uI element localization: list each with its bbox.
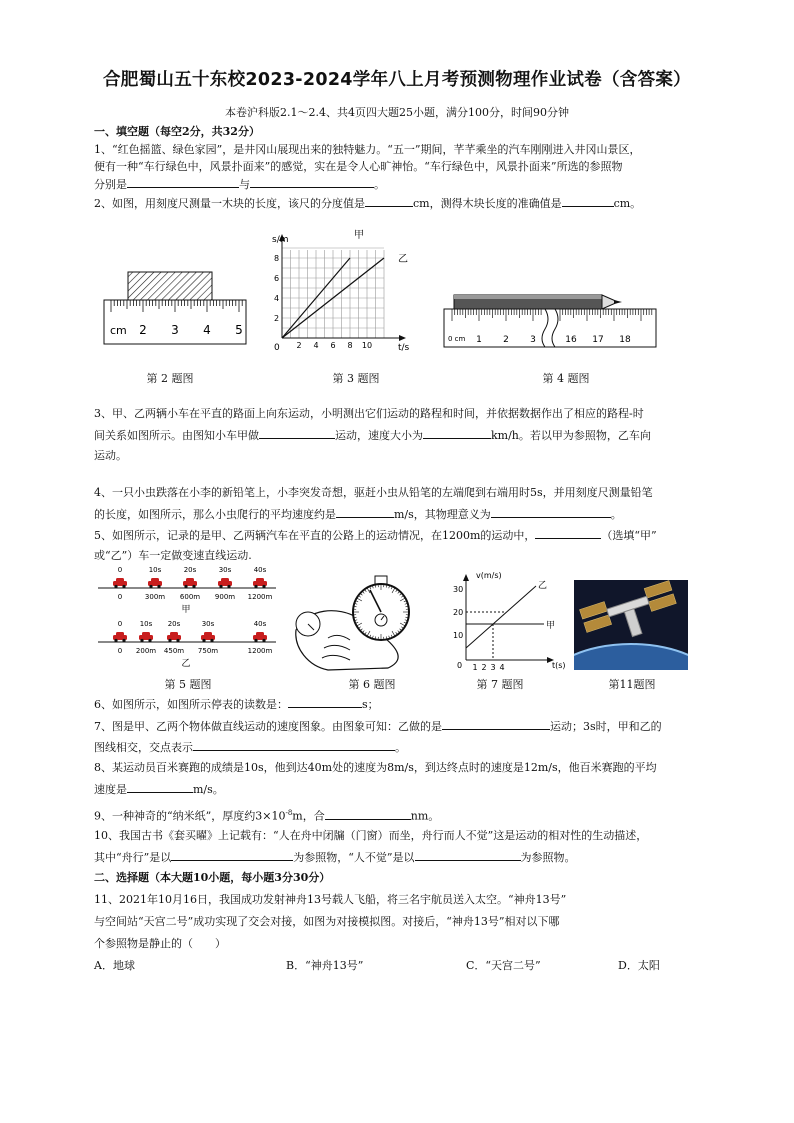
q4-text-a: 的长度，如图所示，那么小虫爬行的平均速度约是 xyxy=(94,508,336,521)
q2-text-a: 2、如图，用刻度尺测量一木块的长度，该尺的分度值是 xyxy=(94,197,365,210)
q7-blank-1[interactable] xyxy=(442,718,550,730)
yi-dist-1200: 1200m xyxy=(247,647,273,655)
label-yi: 乙 xyxy=(181,659,191,669)
x-tick-1: 1 xyxy=(472,663,478,672)
q2-line xyxy=(94,195,706,211)
figure-5-caption: 第 5 题图 xyxy=(164,678,212,691)
ruler-label-17: 17 xyxy=(592,335,604,345)
yi-time-10: 10s xyxy=(139,620,153,628)
q11-line-2: 与空间站“天宫二号”成功实现了交会对接，如图为对接模拟图。对接后，“神舟13号”相对以下哪 xyxy=(94,915,560,928)
jia-dist-1200: 1200m xyxy=(247,593,273,601)
figure-3-st-graph xyxy=(262,228,422,352)
q8-text-b: m/s。 xyxy=(193,783,224,796)
x-tick-2: 2 xyxy=(296,341,302,350)
section-heading-choice: 二、选择题（本大题10小题，每小题3分30分） xyxy=(94,871,331,884)
section-heading-fill-in: 一、填空题（每空2分，共32分） xyxy=(94,125,260,138)
q11-option-c[interactable]: C．“天宫二号” xyxy=(466,959,541,972)
graph-grid xyxy=(282,248,384,338)
car-roof xyxy=(142,632,150,636)
x-tick-3: 3 xyxy=(490,663,496,672)
q1-line-1: 1、“红色摇篮、绿色家园”，是井冈山展现出来的独特魅力。“五一”期间，芊芊乘坐的汽车刚刚进入井冈山景区， xyxy=(94,143,641,156)
y-axis-arrow xyxy=(463,574,469,581)
yi-time-20: 20s xyxy=(167,620,181,628)
q8-line-2 xyxy=(94,781,706,797)
origin-label: 0 xyxy=(274,343,280,352)
y-tick-4: 4 xyxy=(274,294,280,303)
q5-line-2: 或“乙”）车一定做变速直线运动. xyxy=(94,549,252,562)
q10-text-c: 为参照物。 xyxy=(520,851,576,864)
q1-blank-2[interactable] xyxy=(250,176,374,188)
q5-text-b: （选填“甲” xyxy=(601,529,657,542)
series-label-jia: 甲 xyxy=(546,621,556,631)
q2-text-c: cm。 xyxy=(613,197,642,210)
series-label-yi: 乙 xyxy=(398,254,408,265)
ruler-label-2: 2 xyxy=(503,335,509,345)
jia-time-20: 20s xyxy=(183,566,197,574)
wooden-block xyxy=(128,272,212,300)
pencil-lead xyxy=(614,300,622,304)
q9-text-c: nm。 xyxy=(410,809,440,823)
x-axis-label: t(s) xyxy=(552,661,566,670)
q1-text-a: 分别是 xyxy=(94,178,127,191)
q11-line-1: 11、2021年10月16日，我国成功发射神舟13号载人飞船，将三名宇航员送入太空。“神舟13号” xyxy=(94,893,567,906)
q8-text-a: 速度是 xyxy=(94,783,127,796)
jia-time-30: 30s xyxy=(218,566,232,574)
q11-option-d[interactable]: D．太阳 xyxy=(618,959,660,972)
figure-6-caption: 第 6 题图 xyxy=(348,678,396,691)
figure-2-ruler-block xyxy=(100,262,252,354)
jia-dist-600: 600m xyxy=(179,593,201,601)
q4-blank-1[interactable] xyxy=(336,506,394,518)
q11-option-b[interactable]: B．“神舟13号” xyxy=(286,959,364,972)
q3-blank-2[interactable] xyxy=(423,427,491,439)
figure-11-space-station xyxy=(574,580,688,670)
q11-option-a[interactable]: A．地球 xyxy=(94,959,135,972)
q3-line-1: 3、甲、乙两辆小车在平直的路面上向东运动，小明测出它们运动的路程和时间，并依据数据作出了相应的路程-时 xyxy=(94,407,644,420)
q6-blank[interactable] xyxy=(288,696,362,708)
x-axis-label: t/s xyxy=(398,343,410,352)
yi-time-30: 30s xyxy=(201,620,215,628)
q9-text-a: 9、一种神奇的“纳米纸”，厚度约3×10 xyxy=(94,809,286,823)
q5-blank[interactable] xyxy=(535,527,601,539)
q7-text-a: 7、图是甲、乙两个物体做直线运动的速度图象。由图象可知：乙做的是 xyxy=(94,720,442,733)
ruler-label-18: 18 xyxy=(619,335,631,345)
q7-line-2 xyxy=(94,739,706,755)
yi-dist-0: 0 xyxy=(117,647,123,655)
car-roof xyxy=(186,578,194,582)
car-roof xyxy=(116,578,124,582)
yi-time-0: 0 xyxy=(117,620,123,628)
y-tick-8: 8 xyxy=(274,254,280,263)
q10-blank-1[interactable] xyxy=(171,849,293,861)
q3-blank-1[interactable] xyxy=(259,427,335,439)
jia-time-0: 0 xyxy=(117,566,123,574)
jia-time-10: 10s xyxy=(148,566,162,574)
figure-3-caption: 第 3 题图 xyxy=(332,372,380,385)
car-roof xyxy=(116,632,124,636)
figure-7-vt-graph xyxy=(448,568,572,672)
x-tick-4: 4 xyxy=(499,663,505,672)
yi-dist-450: 450m xyxy=(163,647,185,655)
q8-blank[interactable] xyxy=(127,781,193,793)
q7-line-1 xyxy=(94,718,706,734)
q11-line-3: 个参照物是静止的（ ） xyxy=(94,937,226,950)
y-axis-label: s/m xyxy=(272,235,289,245)
q2-blank-1[interactable] xyxy=(365,195,413,207)
jia-dist-0: 0 xyxy=(117,593,123,601)
q7-text-c: 图线相交，交点表示 xyxy=(94,741,193,754)
y-tick-2: 2 xyxy=(274,314,280,323)
q10-line-2 xyxy=(94,849,706,865)
q5-text-a: 5、如图所示，记录的是甲、乙两辆汽车在平直的公路上的运动情况，在1200m的运动中， xyxy=(94,529,536,542)
series-label-yi: 乙 xyxy=(538,581,548,591)
q10-blank-2[interactable] xyxy=(415,849,521,861)
q7-blank-2[interactable] xyxy=(193,739,395,751)
q4-line-2 xyxy=(94,506,706,522)
ruler-label-3: 3 xyxy=(530,335,536,345)
origin-label: 0 xyxy=(457,661,463,670)
x-tick-6: 6 xyxy=(330,341,336,350)
q9-line xyxy=(94,806,706,824)
line-yi xyxy=(466,586,536,648)
pencil-highlight xyxy=(454,295,602,299)
yi-time-40: 40s xyxy=(253,620,267,628)
q9-text-b: m，合 xyxy=(292,809,325,823)
figure-6-stopwatch xyxy=(288,568,436,672)
q3-line-2 xyxy=(94,427,706,443)
q3-text-b: 运动，速度大小为 xyxy=(335,429,423,442)
x-tick-4: 4 xyxy=(313,341,319,350)
figure-5-cars xyxy=(96,564,278,670)
ruler-label-5: 5 xyxy=(235,323,243,337)
q4-line-1: 4、一只小虫跌落在小李的新铅笔上，小李突发奇想，驱赶小虫从铅笔的左端爬到右端用时5s，并用刻度尺测量铅笔 xyxy=(94,486,653,499)
car-roof xyxy=(204,632,212,636)
q9-blank[interactable] xyxy=(325,808,411,820)
q7-text-d: 。 xyxy=(395,741,406,754)
jia-dist-900: 900m xyxy=(214,593,236,601)
q6-text-a: 6、如图所示，如图所示停表的读数是： xyxy=(94,698,288,711)
x-tick-10: 10 xyxy=(361,341,373,350)
yi-dist-200: 200m xyxy=(135,647,157,655)
car-roof xyxy=(151,578,159,582)
q4-blank-2[interactable] xyxy=(491,506,611,518)
q6-line xyxy=(94,696,706,712)
figure-7-caption: 第 7 题图 xyxy=(476,678,524,691)
q10-text-a: 其中“舟行”是以 xyxy=(94,851,172,864)
figure-2-caption: 第 2 题图 xyxy=(146,372,194,385)
q8-line-1: 8、某运动员百米赛跑的成绩是10s，他到达40m处的速度为8m/s，到达终点时的速度是12m/s，他百米赛跑的平均 xyxy=(94,761,657,774)
jia-time-40: 40s xyxy=(253,566,267,574)
figure-11-caption: 第11题图 xyxy=(608,678,656,691)
q4-text-c: 。 xyxy=(610,508,622,521)
q5-line-1 xyxy=(94,527,706,543)
q3-text-c: km/h。若以甲为参照物，乙车向 xyxy=(491,429,651,442)
x-tick-2: 2 xyxy=(481,663,487,672)
car-roof xyxy=(256,632,264,636)
q1-text-b: 与 xyxy=(239,178,250,191)
jia-dist-300: 300m xyxy=(144,593,166,601)
stopwatch-crown xyxy=(375,576,387,584)
q1-text-c: 。 xyxy=(374,178,385,191)
label-jia: 甲 xyxy=(181,605,191,615)
y-axis-label: v(m/s) xyxy=(476,571,502,580)
ruler-label-4: 4 xyxy=(203,323,211,337)
x-axis-arrow xyxy=(399,335,406,341)
graph-title: 甲 xyxy=(354,230,364,241)
ruler-label-1: 1 xyxy=(476,335,482,345)
y-tick-10: 10 xyxy=(453,631,464,640)
ruler-unit: cm xyxy=(110,324,127,337)
car-roof xyxy=(170,632,178,636)
x-tick-8: 8 xyxy=(347,341,353,350)
q3-line-3: 运动。 xyxy=(94,449,127,462)
y-tick-20: 20 xyxy=(453,608,464,617)
q2-text-b: cm，测得木块长度的准确值是 xyxy=(413,197,562,210)
q10-text-b: 为参照物，“人不觉”是以 xyxy=(293,851,415,864)
page-subtitle: 本卷沪科版2.1～2.4、共4页四大题25小题，满分100分，时间90分钟 xyxy=(225,106,569,119)
q1-line-2: 便有一种“车行绿色中，风景扑面来”的感觉，实在是令人心旷神怡。“车行绿色中，风景扑面来”所选的参照物 xyxy=(94,160,623,173)
ruler-label-3: 3 xyxy=(171,323,179,337)
ruler-unit: 0 cm xyxy=(448,335,466,343)
car-roof xyxy=(256,578,264,582)
q2-blank-2[interactable] xyxy=(562,195,614,207)
ruler-label-2: 2 xyxy=(139,323,147,337)
q6-text-b: s； xyxy=(362,698,379,711)
q7-text-b: 运动；3s时，甲和乙的 xyxy=(550,720,662,733)
y-tick-30: 30 xyxy=(453,585,464,594)
q9-exponent: -8 xyxy=(285,809,293,817)
q3-text-a: 间关系如图所示。由图知小车甲做 xyxy=(94,429,259,442)
q1-line-3 xyxy=(94,176,706,192)
q10-line-1: 10、我国古书《套买曜》上记载有：“人在舟中闭牖（门窗）而坐，舟行而人不觉”这是运动的相对性的生动描述， xyxy=(94,829,648,842)
car-roof xyxy=(221,578,229,582)
q1-blank-1[interactable] xyxy=(127,176,239,188)
ruler-label-16: 16 xyxy=(565,335,577,345)
page-title: 合肥蜀山五十东校2023-2024学年八上月考预测物理作业试卷（含答案） xyxy=(103,70,691,90)
figure-4-caption: 第 4 题图 xyxy=(542,372,590,385)
q4-text-b: m/s，其物理意义为 xyxy=(394,508,491,521)
figure-4-pencil-ruler xyxy=(440,285,660,351)
y-tick-6: 6 xyxy=(274,274,280,283)
yi-dist-750: 750m xyxy=(197,647,219,655)
